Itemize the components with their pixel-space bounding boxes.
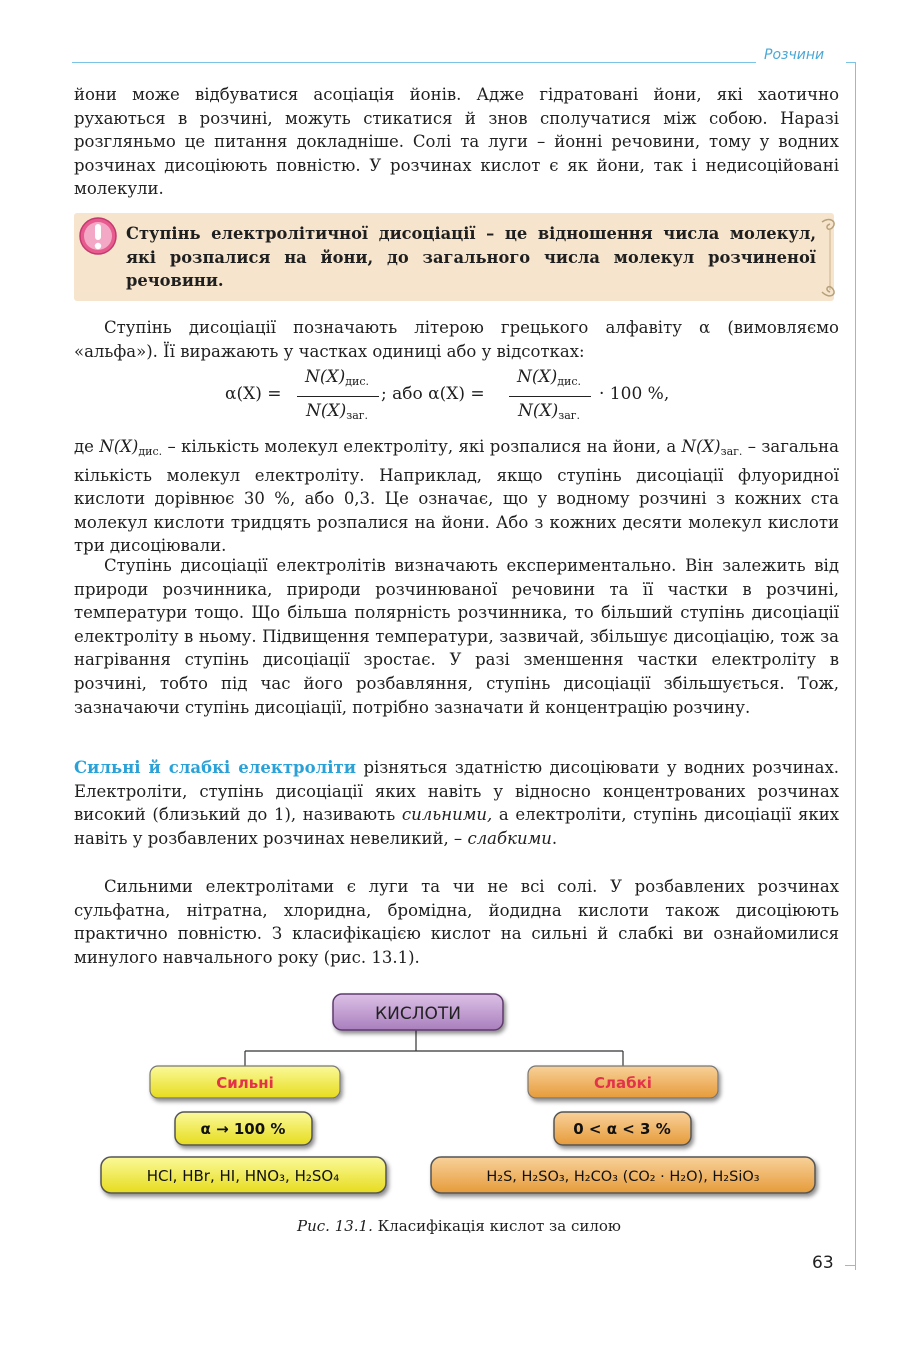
paragraph-factors: Ступінь дисоціації електролітів визначають експериментально. Він залежить від природи розчинника, природи розчинюваної речовини та її частки в розчині, температури тощо. Що більша полярність розчинника, то більший ступінь дисоціації електроліту в ньому. Підвищення температури, зазвичай, збільшує дисоціацію, тож за нагрівання ступінь дисоціації зростає. У разі зменшення частки електроліту в розчині, тобто під час його розбавляння, ступінь дисоціації збільшується. Тож, зазначаючи ступінь дисоціації, потрібно зазначати й концентрацію розчину. [74,556,839,717]
node-weak-alpha-label: 0 < α < 3 % [573,1120,671,1138]
figure-caption: Рис. 13.1. Класифікація кислот за силою [297,1217,621,1235]
paragraph-strong-weak: Сильні й слабкі електроліти різняться здатністю дисоціювати у водних розчинах. Електроліти, ступінь дисоціації яких навіть у відносно концентрованих розчинах високий (близький до 1), називають сильними, а електроліти, ступінь дисоціації яких навіть у розбавлених розчинах невеликий, – слабкими. [74,758,839,848]
formula-numerator-1: $N(X)_{дис.}$ [304,367,369,388]
acid-classification-diagram [95,990,825,1205]
node-strong-alpha-label: α → 100 % [200,1120,286,1138]
formula-numerator-2: $N(X)_{дис.}$ [516,367,581,388]
node-weak-examples-label: H₂S, H₂SO₃, H₂CO₃ (CO₂ · H₂O), H₂SiO₃ [486,1169,760,1185]
formula-lhs: α(X) = [225,384,282,404]
dissociation-formula [225,367,705,429]
header-rule [72,62,756,63]
term-strong-weak: Сильні й слабкі електроліти [74,758,356,777]
node-acids-label: КИСЛОТИ [375,1004,461,1024]
node-weak-label: Слабкі [594,1074,652,1092]
section-title: Розчини [764,47,825,63]
page-number-tick [845,1265,856,1266]
paragraph-intro: йони може відбуватися асоціація йонів. Адже гідратовані йони, які хаотично рухаються в розчині, можуть стикатися й знов сполучатися між собою. Наразі розгляньмо це питання докладніше. Солі та луги – йонні речовини, тому у водних розчинах дисоціюють повністю. У розчинах кислот є як йони, так і недисоційовані молекули. [74,85,839,199]
paragraph-strong-list: Сильними електролітами є луги та чи не всі солі. У розбавлених розчинах сульфатна, нітратна, хлоридна, бромідна, йодидна кислоти також дисоціюють практично повністю. З класифікацією кислот на сильні й слабкі ви ознайомилися минулого навчального року (рис. 13.1). [74,877,839,967]
paragraph-explanation: де $N(X)_{дис.}$ – кількість молекул електроліту, які розпалися на йони, а $N(X)_{заг.}$ – загальна кількість молекул електроліту. Наприклад, якщо ступінь дисоціації флуоридної кислоти дорівнює 30 %, або 0,3. Це означає, що у водному розчині з кожних ста молекул кислоти тридцять розпалися на йони. Або з кожних десяти молекул кислоти три дисоціювали. [74,437,839,556]
page-number: 63 [812,1253,834,1273]
fraction-bar-2 [509,396,591,397]
node-strong-label: Сильні [216,1074,274,1092]
scroll-ornament-icon [818,216,840,300]
formula-denominator-2: $N(X)_{заг.}$ [517,401,581,422]
fraction-bar-1 [297,396,379,397]
node-strong-examples-label: HCl, HBr, HI, HNO₃, H₂SO₄ [146,1167,340,1185]
formula-middle: ; або α(X) = [381,384,485,404]
attention-icon [78,216,118,256]
formula-denominator-1: $N(X)_{заг.}$ [305,401,369,422]
formula-tail: · 100 %, [599,384,670,404]
side-rule [855,62,856,1270]
definition-text: Ступінь електролітичної дисоціації – це відношення числа молекул, які розпалися на йони, до загального числа молекул розчиненої речовини. [126,224,816,291]
paragraph-alpha: Ступінь дисоціації позначають літерою грецького алфавіту α (вимовляємо «альфа»). Її виражають у частках одиниці або у відсотках: [74,318,839,361]
